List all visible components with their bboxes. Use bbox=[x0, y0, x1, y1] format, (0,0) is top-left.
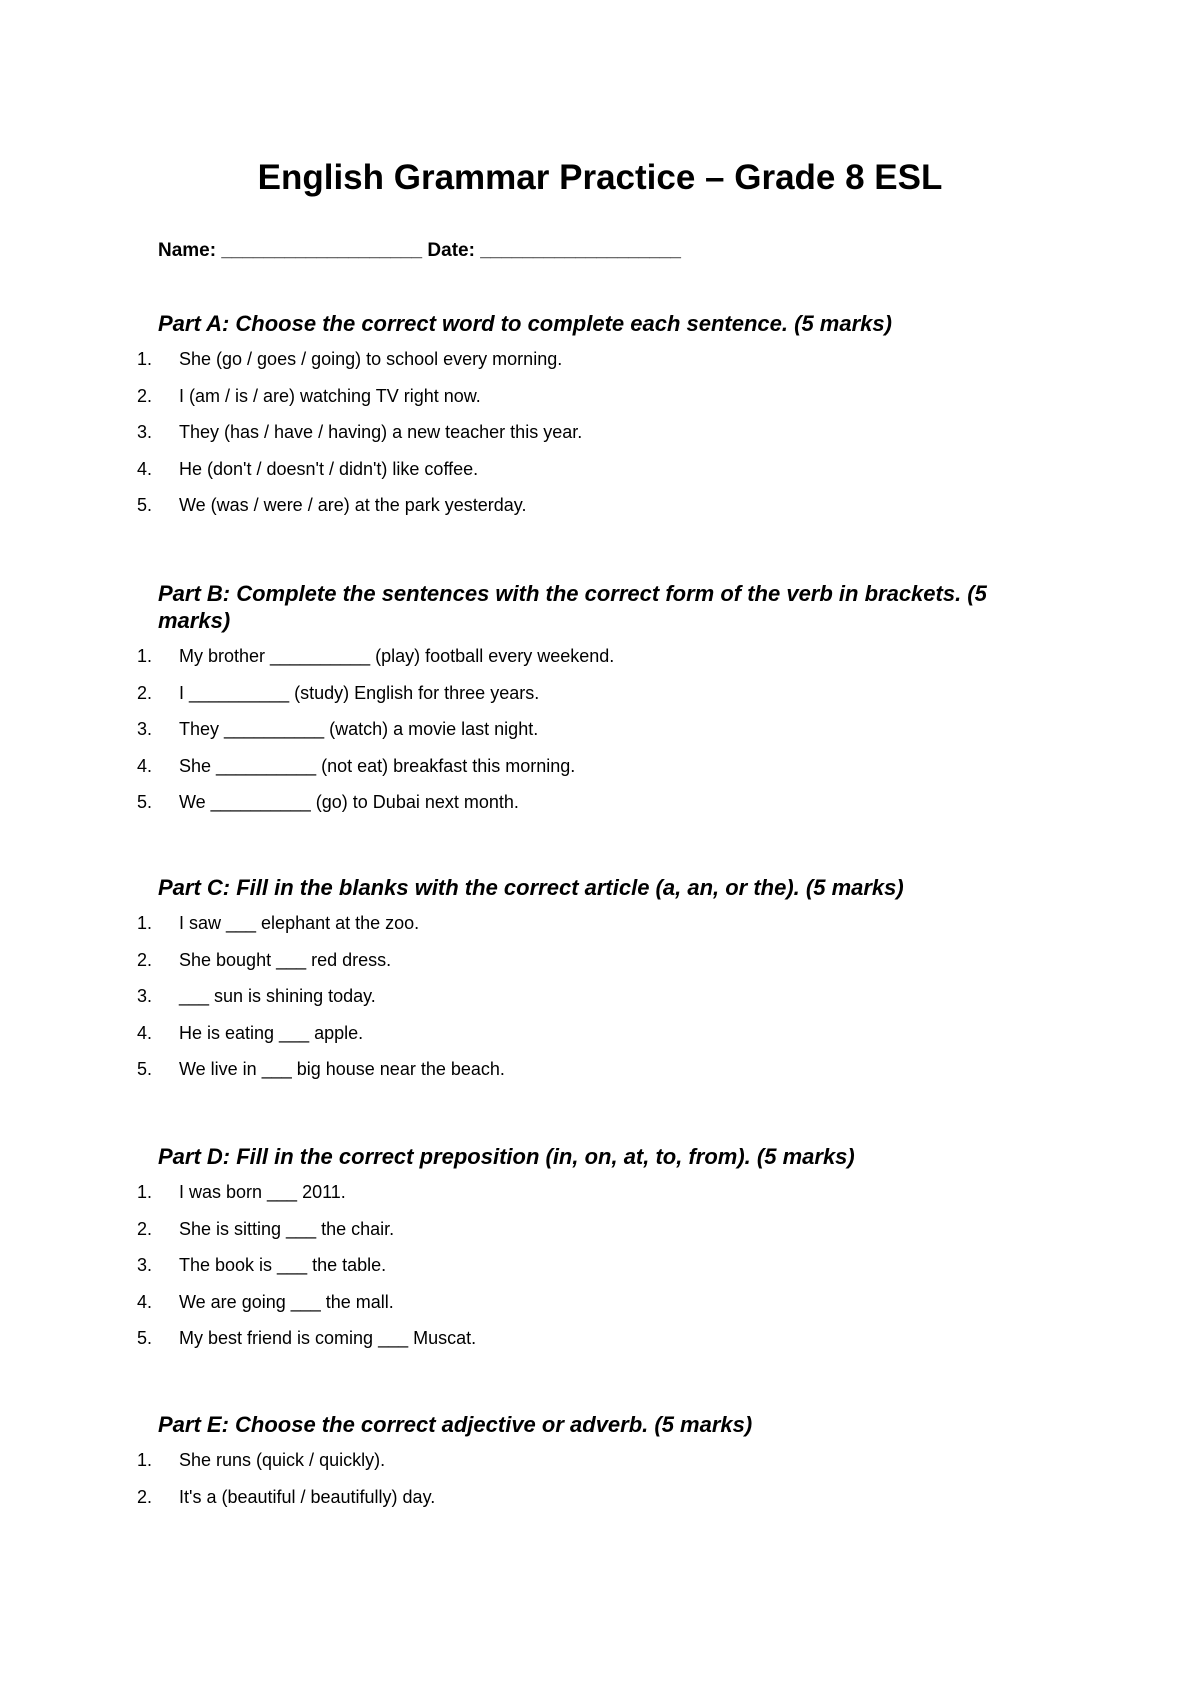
question-text: I was born ___ 2011. bbox=[179, 1182, 346, 1202]
question-list bbox=[137, 1182, 1058, 1365]
question-item bbox=[137, 422, 1058, 459]
name-date-line: Name: ___________________ Date: ___________________ bbox=[158, 240, 681, 261]
question-item bbox=[137, 458, 1058, 496]
question-number: 2. bbox=[137, 1486, 153, 1507]
question-text: He (don't / doesn't / didn't) like coffee. bbox=[179, 458, 479, 479]
question-item bbox=[137, 1022, 1058, 1060]
question-number: 1. bbox=[137, 913, 153, 933]
question-text: She (go / goes / going) to school every morning. bbox=[179, 349, 563, 369]
section-part-e bbox=[137, 1411, 1058, 1523]
question-number: 1. bbox=[137, 1182, 153, 1202]
question-number: 3. bbox=[137, 986, 153, 1006]
question-list bbox=[137, 349, 1058, 532]
question-text: We (was / were / are) at the park yesterday. bbox=[179, 495, 527, 515]
section-part-c bbox=[137, 874, 1058, 1096]
question-item bbox=[137, 792, 1058, 829]
question-text: She bought ___ red dress. bbox=[179, 949, 392, 970]
question-text: They __________ (watch) a movie last night. bbox=[179, 719, 539, 739]
question-text: She runs (quick / quickly). bbox=[179, 1450, 386, 1470]
question-item bbox=[137, 1291, 1058, 1329]
page-title: English Grammar Practice – Grade 8 ESL bbox=[257, 158, 943, 197]
question-number: 2. bbox=[137, 949, 153, 970]
section-part-a bbox=[137, 310, 1058, 532]
question-item bbox=[137, 1328, 1058, 1365]
question-number: 3. bbox=[137, 1255, 153, 1275]
question-list bbox=[137, 646, 1058, 829]
question-item bbox=[137, 949, 1058, 987]
section-heading: Part E: Choose the correct adjective or adverb. (5 marks) bbox=[158, 1412, 753, 1437]
question-number: 1. bbox=[137, 1450, 153, 1470]
question-item bbox=[137, 349, 1058, 386]
question-item bbox=[137, 719, 1058, 756]
question-text: It's a (beautiful / beautifully) day. bbox=[179, 1486, 436, 1507]
section-heading: Part A: Choose the correct word to complete each sentence. (5 marks) bbox=[158, 311, 892, 336]
question-list bbox=[137, 913, 1058, 1096]
question-item bbox=[137, 1218, 1058, 1256]
question-item bbox=[137, 755, 1058, 793]
section-part-d bbox=[137, 1143, 1058, 1365]
question-number: 4. bbox=[137, 1291, 153, 1312]
question-item bbox=[137, 1255, 1058, 1292]
question-text: He is eating ___ apple. bbox=[179, 1022, 364, 1043]
question-number: 3. bbox=[137, 422, 153, 442]
question-number: 4. bbox=[137, 755, 153, 776]
question-item bbox=[137, 1486, 1058, 1524]
question-number: 1. bbox=[137, 646, 153, 666]
question-number: 2. bbox=[137, 385, 153, 406]
section-heading: Part B: Complete the sentences with the correct form of the verb in brackets. (5 marks) bbox=[158, 581, 987, 633]
question-item bbox=[137, 1059, 1058, 1096]
question-item bbox=[137, 1182, 1058, 1219]
question-text: The book is ___ the table. bbox=[179, 1255, 387, 1275]
question-number: 5. bbox=[137, 1328, 153, 1348]
question-number: 2. bbox=[137, 1218, 153, 1239]
question-item bbox=[137, 495, 1058, 532]
question-number: 2. bbox=[137, 682, 153, 703]
question-text: I __________ (study) English for three years. bbox=[179, 682, 540, 703]
question-text: She __________ (not eat) breakfast this morning. bbox=[179, 755, 576, 776]
question-item bbox=[137, 385, 1058, 423]
question-text: She is sitting ___ the chair. bbox=[179, 1218, 395, 1239]
question-text: ___ sun is shining today. bbox=[179, 986, 376, 1006]
question-number: 5. bbox=[137, 1059, 153, 1079]
question-text: I (am / is / are) watching TV right now. bbox=[179, 385, 481, 406]
section-heading: Part D: Fill in the correct preposition (in, on, at, to, from). (5 marks) bbox=[158, 1144, 855, 1169]
question-text: We are going ___ the mall. bbox=[179, 1291, 394, 1312]
question-number: 5. bbox=[137, 792, 153, 812]
question-list bbox=[137, 1450, 1058, 1523]
question-number: 4. bbox=[137, 1022, 153, 1043]
question-text: My brother __________ (play) football every weekend. bbox=[179, 646, 615, 666]
question-number: 5. bbox=[137, 495, 153, 515]
question-item bbox=[137, 986, 1058, 1023]
question-item bbox=[137, 646, 1058, 683]
question-item bbox=[137, 1450, 1058, 1487]
question-text: We live in ___ big house near the beach. bbox=[179, 1059, 505, 1079]
question-number: 3. bbox=[137, 719, 153, 739]
question-text: I saw ___ elephant at the zoo. bbox=[179, 913, 420, 933]
question-text: My best friend is coming ___ Muscat. bbox=[179, 1328, 477, 1348]
question-number: 4. bbox=[137, 458, 153, 479]
question-item bbox=[137, 913, 1058, 950]
section-part-b bbox=[137, 580, 1058, 829]
question-text: We __________ (go) to Dubai next month. bbox=[179, 792, 519, 812]
question-text: They (has / have / having) a new teacher this year. bbox=[179, 422, 583, 442]
question-number: 1. bbox=[137, 349, 153, 369]
question-item bbox=[137, 682, 1058, 720]
section-heading: Part C: Fill in the blanks with the correct article (a, an, or the). (5 marks) bbox=[158, 875, 904, 900]
